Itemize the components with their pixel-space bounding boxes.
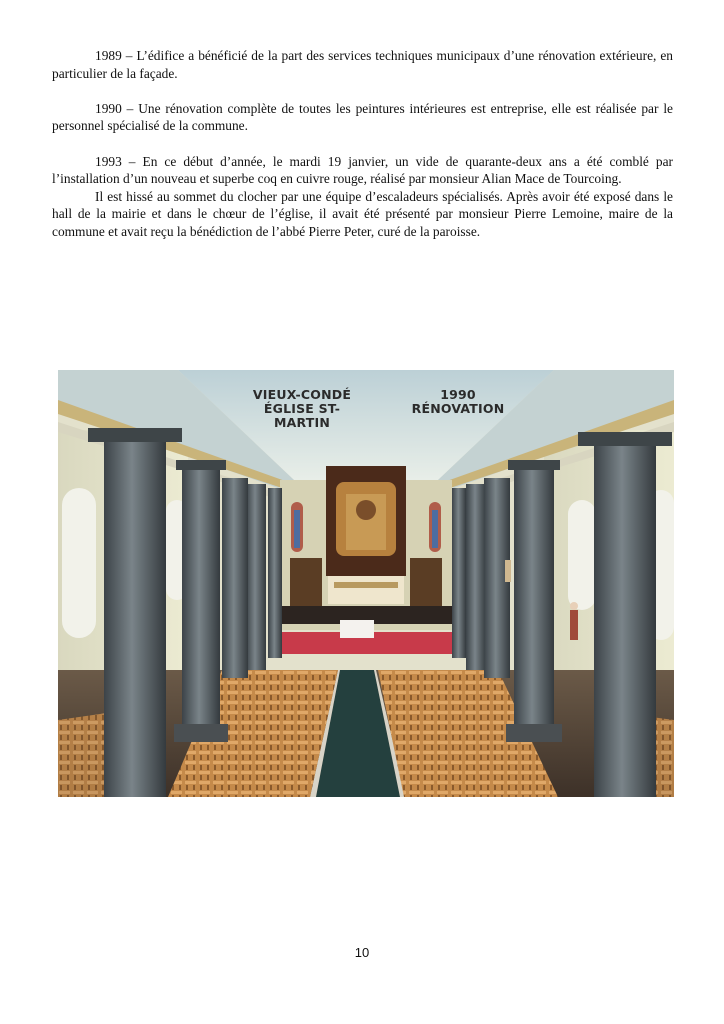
paragraph-1990: 1990 – Une rénovation complète de toutes les peintures intérieures est entreprise, elle est réalisée par le personnel spécialisé de la commune. [52,100,673,134]
photo-caption-date [408,388,508,416]
paragraph-1989: 1989 – L’édifice a bénéficié de la part des services techniques municipaux d’une rénovation extérieure, en particulier de la façade. [52,48,673,81]
caption-church: ÉGLISE ST-MARTIN [263,401,341,430]
photo-caption-location [242,388,362,430]
caption-renovation: RÉNOVATION [411,401,505,416]
paragraph-coq: Il est hissé au sommet du clocher par une équipe d’escaladeurs spécialisés. Après avoir été exposé dans le hall de la mairie et dans le chœur de l’église, il avait été présenté par monsieur Pierre Lemoine, maire de la commune et avait reçu la bénédiction de l’abbé Pierre Peter, curé de la paroisse. [52,188,673,239]
page-number: 10 [354,945,370,960]
church-interior-illustration [58,370,674,797]
body-text [52,47,673,241]
caption-year: 1990 [440,387,476,402]
church-interior-photo [58,370,674,797]
caption-town: VIEUX-CONDÉ [252,387,352,402]
paragraph-1993: 1993 – En ce début d’année, le mardi 19 janvier, un vide de quarante-deux ans a été comblé par l’installation d’un nouveau et superbe coq en cuivre rouge, réalisé par monsieur Alian Mace de Tourcoing. [52,153,673,187]
